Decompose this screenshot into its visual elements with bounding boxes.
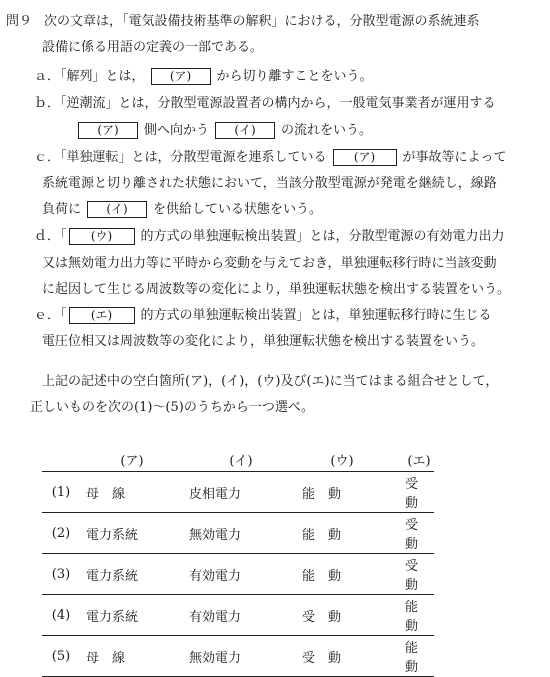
item-d-line-1 [34, 228, 505, 246]
item-c-line-1 [34, 149, 507, 167]
blank-u: (ウ) [69, 228, 135, 245]
table-cell: 無効電力 [179, 636, 294, 677]
header-cell [42, 447, 80, 472]
table-cell: 有効電力 [179, 554, 294, 595]
item-d-line-2: 又は無効電力出力等に平時から変動を与えておき，単独運転移行時に当該変動 [42, 256, 497, 271]
item-e-text: ｅ．「 [34, 308, 67, 323]
table-cell: 受 動 [383, 472, 434, 513]
item-b-text-end: の流れをいう。 [281, 123, 373, 138]
table-cell: 受 動 [383, 513, 434, 554]
table-cell: 母 線 [80, 636, 179, 677]
table-cell: 有効電力 [179, 595, 294, 636]
choice-number: (5) [42, 636, 80, 677]
table-cell: 受 動 [294, 636, 383, 677]
item-c-text-end: が事故等によって [402, 150, 507, 165]
table-cell: 無効電力 [179, 513, 294, 554]
question-intro: 次の文章は，「電気設備技術基準の解釈」における，分散型電源の系統連系 [44, 14, 480, 29]
blank-i: (イ) [87, 201, 147, 218]
item-e-line-1 [34, 307, 492, 325]
table-row[interactable] [42, 595, 434, 636]
table-cell: 電力系統 [80, 595, 179, 636]
item-a [34, 68, 373, 86]
item-d-line-3: に起因して生じる周波数等の変化により，単独運転状態を検出する装置をいう。 [42, 282, 511, 297]
blank-i: (イ) [215, 122, 275, 139]
answer-choices-table [42, 447, 434, 677]
item-a-text-end: から切り離すことをいう。 [216, 69, 373, 84]
table-cell: 受 動 [294, 595, 383, 636]
header-cell: (ウ) [294, 447, 383, 472]
instruction-line-2: 正しいものを次の(1)～(5)のうちから一つ選べ。 [30, 400, 314, 415]
blank-e: (エ) [69, 307, 135, 324]
table-header-row [42, 447, 434, 472]
choice-number: (1) [42, 472, 80, 513]
table-cell: 電力系統 [80, 513, 179, 554]
table-row[interactable] [42, 472, 434, 513]
item-c-line-3 [42, 201, 322, 219]
instruction-line-1: 上記の記述中の空白箇所(ア)，(イ)，(ウ)及び(エ)に当てはまる組合せとして， [42, 374, 499, 389]
item-e-text-end: 的方式の単独運転検出装置」とは，単独運転移行時に生じる [140, 308, 492, 323]
table-cell: 電力系統 [80, 554, 179, 595]
table-cell: 能 動 [294, 513, 383, 554]
item-b-line-2 [42, 122, 372, 140]
header-cell: (ア) [80, 447, 179, 472]
choice-number: (4) [42, 595, 80, 636]
blank-a: (ア) [78, 122, 138, 139]
item-e-line-2: 電圧位相又は周波数等の変化により，単独運転状態を検出する装置をいう。 [42, 334, 485, 349]
table-cell: 能 動 [294, 472, 383, 513]
item-d-text: ｄ．「 [34, 229, 67, 244]
item-c-text: ｃ．「単独運転」とは，分散型電源を連系している [34, 150, 327, 165]
blank-a: (ア) [151, 68, 211, 85]
question-line-1 [6, 13, 480, 31]
table-cell: 母 線 [80, 472, 179, 513]
item-a-text: ａ．「解列」とは， [34, 69, 145, 84]
table-cell: 能 動 [383, 636, 434, 677]
item-c-line-2: 系統電源と切り離された状態において，当該分散型電源が発電を継続し，線路 [42, 176, 497, 191]
table-cell: 皮相電力 [179, 472, 294, 513]
table-cell: 能 動 [383, 595, 434, 636]
table-row[interactable] [42, 554, 434, 595]
table-row[interactable] [42, 636, 434, 677]
choice-number: (3) [42, 554, 80, 595]
item-b-mid: 側へ向かう [144, 123, 210, 138]
choice-number: (2) [42, 513, 80, 554]
table-cell: 能 動 [294, 554, 383, 595]
table-cell: 受 動 [383, 554, 434, 595]
header-cell: (イ) [179, 447, 294, 472]
item-c-line-3-end: を供給している状態をいう。 [153, 202, 323, 217]
item-c-line-3-text: 負荷に [42, 202, 82, 217]
header-cell: (エ) [383, 447, 434, 472]
item-d-text-end: 的方式の単独運転検出装置」とは，分散型電源の有効電力出力 [140, 229, 505, 244]
table-row[interactable] [42, 513, 434, 554]
question-line-2: 設備に係る用語の定義の一部である。 [42, 40, 264, 55]
blank-a: (ア) [333, 149, 397, 166]
item-b-line-1: ｂ．「逆潮流」とは，分散型電源設置者の構内から，一般電気事業者が運用する [34, 96, 496, 111]
question-number: 問９ [6, 14, 33, 29]
